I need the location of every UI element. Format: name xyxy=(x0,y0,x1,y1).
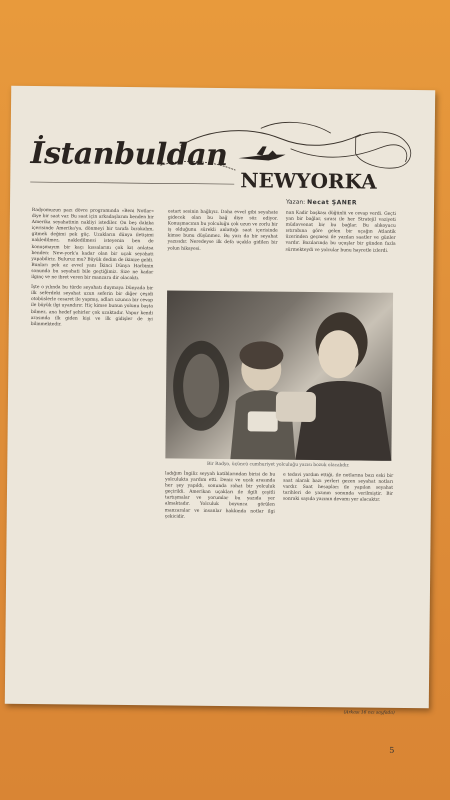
column-1-text-b: İşte o yılında bu türde seyahatı duymaya Dünyada bir ilk seferdeki seyahat uzun seferin bir diğer çeşidi otobüslerle cesaret ile yapmış, adları uzunca bir cevap ile büyük ilgi uyandırır. Hiç kimse bunun yolunu başta bilmez, ana hedef şehirler çok uzaktadır. Vapur kendi arasında ilk giden kişi ve ilk gidişler de iyi bilinmektedir. xyxy=(30,285,154,328)
column-3-lower xyxy=(283,473,393,505)
column-2-text: ostart sesinin bağlıyız. Daha evvel gibi seyahate gidecek olan bu bağ diye söz ediyor. Konuşmacının bu yolculuğu çok uzun ve zorlu bir iş olduğunu sürekli anlattığı saat içerisinde kimse bunu düşünmez. Bu yazı da bir seyahat yazısıdır. Neredeyse ilk defa uçakla gidilen bir yolun hikayesi. xyxy=(167,209,278,252)
column-1-text: Radyomuzun pazı dövre programında «Beni Notlar» diye bir saat var. Bu saat için arkadaşlarım benden bir Amerika seyahatinin nakliyi istediler. On beş dakika içerisinde Amerika'ya, dönmeyi bir tarafa bırakalım, gitmek değimi pek güç. Uzakların dünya iletişimi nakledilmez, nakledilmesi isteyenin ben de konuşmayım bir kaçı kıssalarını çok kıt anlatsa benden: New-york'a kadar olan bir uçak seyahati yapabiliriz. Buluruz mu? Büyük dedim de ikinize geldi. Bunları pek az evvel yanı İkinci Dünya Harbinin sonunda bu seyahati bile geçtiğimiz. Size ne kadar ilginç ve ne ibret veren bir manzara dir olacaktı. xyxy=(31,208,154,282)
headline-newyork: NEWYORKA xyxy=(240,168,377,194)
photo-caption: Bir Radyo, üçüncü cumhuriyet yolculuğu yazısı bozuk olacakdır. xyxy=(206,461,350,469)
author-name: Necat ŞANER xyxy=(307,198,358,207)
column-2-lower-text: ladığım İngiliz seyyah katiblarından birisi de bu yolculukta yardım etti. Deniz ve uçak arasında her şey yapıldı, sonunda rahat bir yolculuk geçirildi. Amerikan uçakları ile ilgili çeşitli tartışmalar ve yorumlar bu yazıda yer almaktadır. Yolculuk boyunca görülen manzaralar ve insanlar hakkında notlar ilgi çekicidir. xyxy=(164,471,276,520)
column-3-text: nan Kadir başkası düğünlü ve cevap verdi. Geçti yan bir bağlar, sırasi ile her Stratejil vaziyeti müdavvenat bir bu bağlar. Bu alıkoyucu ıstırabına göre gelen bir uçağın Atlantik üzerinden geçmesi ile yazılan saatler ve günler vardır. Bazılarında bu uçuşlar bir günden fazla sürmekteydi ve yolcular bunu hayretle izlerdi. xyxy=(285,210,396,254)
column-2-lower xyxy=(165,471,276,521)
airplane-icon xyxy=(238,146,285,160)
magazine-page xyxy=(5,86,435,755)
page-number: 5 xyxy=(389,745,395,755)
column-3-lower-text: e tedavi yardım ettiği, ile notlarına bazı eski bir saat alarak bazı yerleri gezen seyahat notları vardır. Saat hesapları ile yapılan seyahat tarihleri de yazının sonunda verilmiştir. Bir sonraki sayıda yazının devamı yer alacaktır. xyxy=(282,472,394,504)
byline-label: Yazan: xyxy=(286,198,306,206)
column-1 xyxy=(31,208,154,329)
column-2 xyxy=(168,209,278,253)
headline-istanbul: İstanbuldan xyxy=(30,136,228,174)
column-3 xyxy=(286,211,396,255)
byline xyxy=(286,199,357,207)
continuation-note: (Arkası 16 ncı sayfada) xyxy=(343,710,395,716)
photo-mother-child xyxy=(165,290,393,460)
